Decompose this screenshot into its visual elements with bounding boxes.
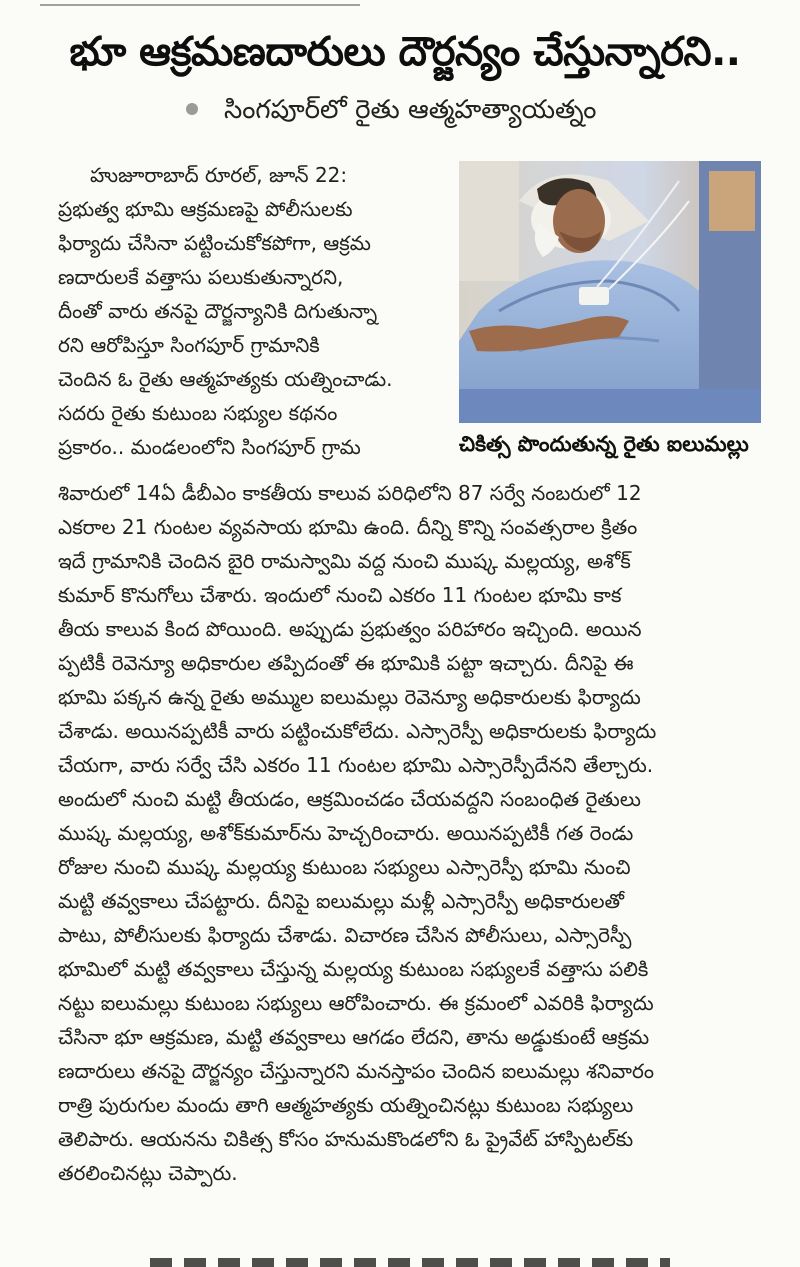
article-line: ప్రభుత్వ భూమి ఆక్రమణపై పోలీసులకు bbox=[58, 197, 353, 221]
article-line: హుజూరాబాద్ రూరల్, జూన్ 22: bbox=[90, 163, 348, 187]
article-line: తెలిపారు. ఆయనను చికిత్స కోసం హనుమకొండలోని ఓ ప్రైవేట్ హాస్పిటల్‌కు bbox=[58, 1127, 634, 1151]
article-line: రోజుల నుంచి ముష్క మల్లయ్య కుటుంబ సభ్యులు ఎస్సారెస్పీ భూమి నుంచి bbox=[58, 855, 631, 879]
article-line: సదరు రైతు కుటుంబ సభ్యుల కథనం bbox=[58, 401, 338, 425]
article-line: నట్టు ఐలుమల్లు కుటుంబ సభ్యులు ఆరోపించారు. ఈ క్రమంలో ఎవరికి ఫిర్యాదు bbox=[58, 991, 654, 1015]
subheadline-text: సింగపూర్‌లో రైతు ఆత్మహత్యాయత్నం bbox=[224, 95, 597, 125]
article-line: చేశాడు. అయినప్పటికీ వారు పట్టించుకోలేదు. ఎస్సారెస్పీ అధికారులకు ఫిర్యాదు bbox=[58, 719, 657, 743]
article-line: భూమి పక్కన ఉన్న రైతు అమ్ముల ఐలుమల్లు రెవెన్యూ అధికారులకు ఫిర్యాదు bbox=[58, 685, 641, 709]
article-line: తీయ కాలువ కింద పోయింది. అప్పుడు ప్రభుత్వం పరిహారం ఇచ్చింది. అయిన bbox=[58, 617, 642, 641]
article-line: ఎకరాల 21 గుంటల వ్యవసాయ భూమి ఉంది. దీన్ని కొన్ని సంవత్సరాల క్రితం bbox=[58, 515, 638, 539]
article-line: చేసినా భూ ఆక్రమణ, మట్టి తవ్వకాలు ఆగడం లేదని, తాను అడ్డుకుంటే ఆక్రమ bbox=[58, 1025, 650, 1049]
article-line: భూమిలో మట్టి తవ్వకాలు చేస్తున్న మల్లయ్య కుటుంబ సభ్యులకే వత్తాసు పలికి bbox=[58, 957, 649, 981]
article-line: చేయగా, వారు సర్వే చేసి ఎకరం 11 గుంటల భూమి ఎస్సారెస్పీదేనని తేల్చారు. bbox=[58, 753, 654, 777]
article-line: కుమార్ కొనుగోలు చేశారు. ఇందులో నుంచి ఎకరం 11 గుంటల భూమి కాక bbox=[58, 583, 622, 607]
article-line: ముష్క మల్లయ్య, అశోక్‌కుమార్‌ను హెచ్చరించారు. అయినప్పటికీ గత రెండు bbox=[58, 821, 634, 845]
article-line: చెందిన ఓ రైతు ఆత్మహత్యకు యత్నించాడు. bbox=[58, 367, 393, 391]
article-line: శివారులో 14ఏ డీబీఎం కాకతీయ కాలువ పరిధిలోని 87 సర్వే నంబరులో 12 bbox=[58, 481, 642, 505]
article-line: ణదారులకే వత్తాసు పలుకుతున్నారని, bbox=[58, 265, 344, 289]
article-line: ఇదే గ్రామానికి చెందిన బైరి రామస్వామి వద్ద నుంచి ముష్క మల్లయ్య, అశోక్ bbox=[58, 549, 631, 573]
news-photo bbox=[459, 161, 761, 423]
previous-article-fragment bbox=[0, 0, 800, 8]
photo-caption: చికిత్స పొందుతున్న రైతు ఐలుమల్లు bbox=[459, 432, 749, 456]
article-line: ఫిర్యాదు చేసినా పట్టించుకోకపోగా, ఆక్రమ bbox=[58, 231, 371, 255]
bullet-icon bbox=[186, 103, 198, 115]
article-line: తరలించినట్లు చెప్పారు. bbox=[58, 1161, 238, 1185]
next-article-headline-fragment bbox=[150, 1252, 670, 1267]
article-line: మట్టి తవ్వకాలు చేపట్టారు. దీనిపై ఐలుమల్లు మళ్లీ ఎస్సారెస్పీ అధికారులతో bbox=[58, 889, 625, 913]
article-line: ప్రకారం.. మండలంలోని సింగపూర్ గ్రామ bbox=[58, 435, 361, 459]
article-line: రాత్రి పురుగుల మందు తాగి ఆత్మహత్యకు యత్నించినట్లు కుటుంబ సభ్యులు bbox=[58, 1093, 634, 1117]
article-line: ణదారులు తనపై దౌర్జన్యం చేస్తున్నారని మనస్తాపం చెందిన ఐలుమల్లు శనివారం bbox=[58, 1059, 655, 1083]
headline: భూ ఆక్రమణదారులు దౌర్జన్యం చేస్తున్నారని.. bbox=[69, 29, 741, 75]
subheadline bbox=[186, 88, 746, 132]
article-line: దీంతో వారు తనపై దౌర్జన్యానికి దిగుతున్నా bbox=[58, 299, 378, 323]
article-line: ప్పటికీ రెవెన్యూ అధికారుల తప్పిదంతో ఈ భూమికి పట్టా ఇచ్చారు. దీనిపై ఈ bbox=[58, 651, 634, 675]
article-line: రని ఆరోపిస్తూ సింగపూర్ గ్రామానికి bbox=[58, 333, 320, 357]
article-line: అందులో నుంచి మట్టి తీయడం, ఆక్రమించడం చేయవద్దని సంబంధిత రైతులు bbox=[58, 787, 641, 811]
article-line: పాటు, పోలీసులకు ఫిర్యాదు చేశాడు. విచారణ చేసిన పోలీసులు, ఎస్సారెస్పీ bbox=[58, 923, 632, 947]
farmer-in-hospital-bed-illustration bbox=[459, 161, 761, 423]
